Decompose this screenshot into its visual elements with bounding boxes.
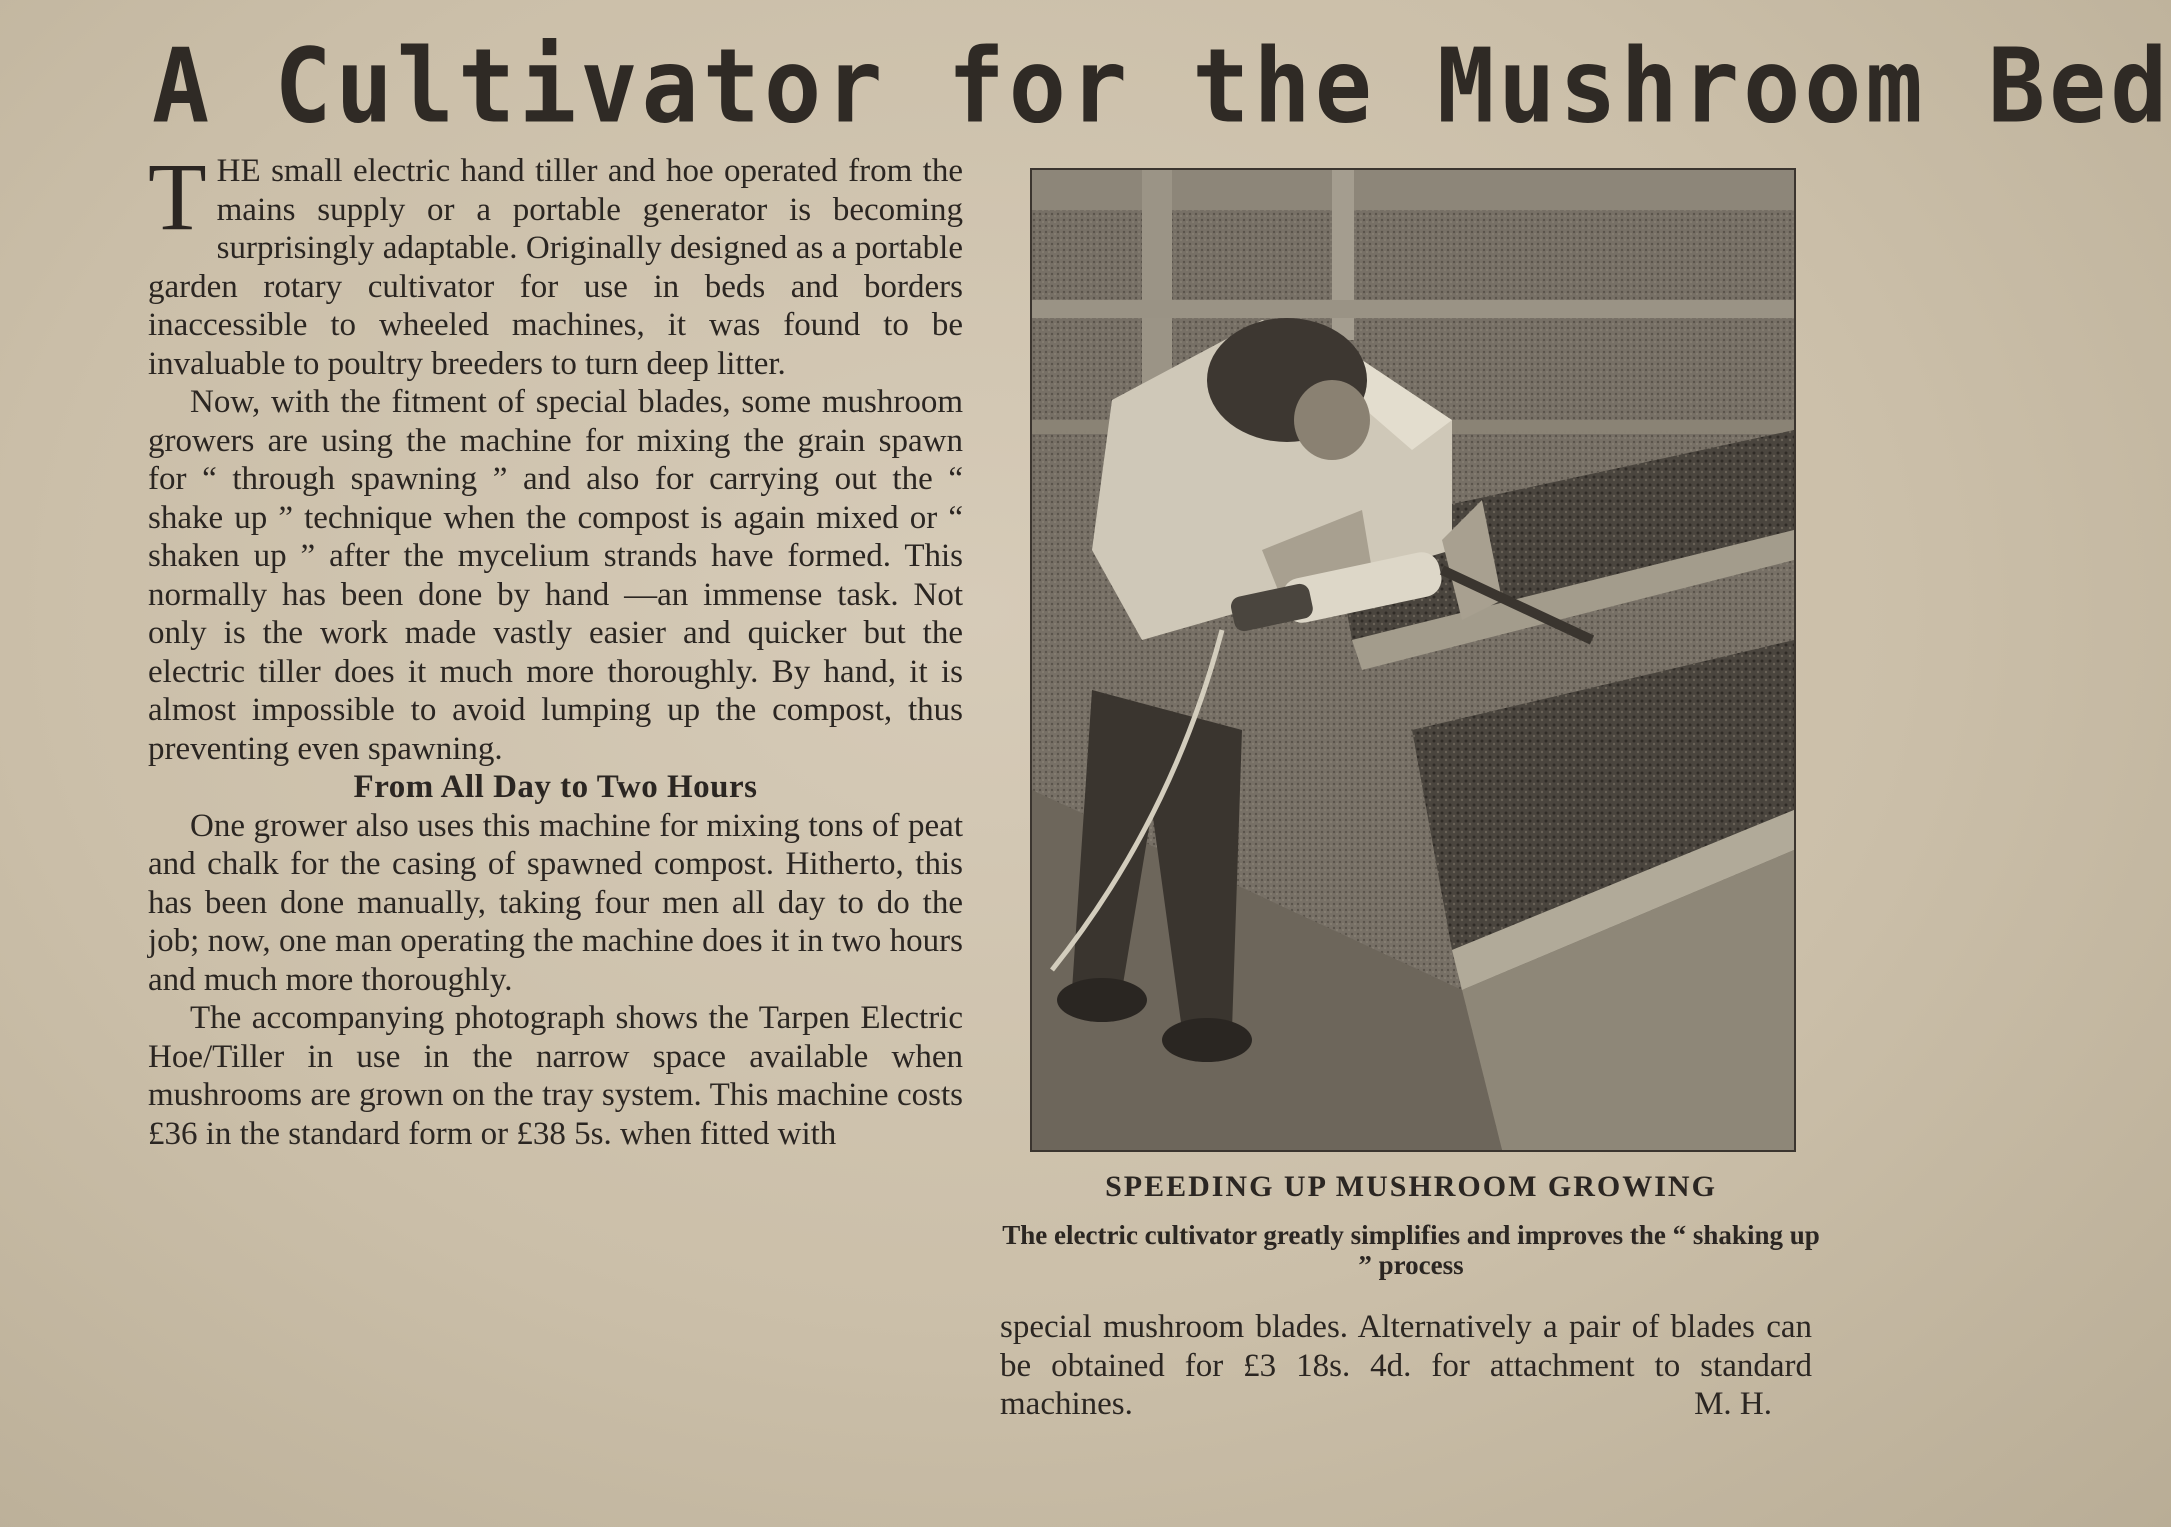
- article-paragraph-2: Now, with the fitment of special blades, some mushroom growers are using the machine for mixing the grain spawn for “ through spawning ” and also for carrying out the “ shake up ” technique when the compost is again mixed or “ shaken up ” after the mycelium strands have formed. This normally has been done by hand —an immense task. Not only is the work made vastly easier and quicker but the electric tiller does it much more thoroughly. By hand, it is almost impossible to avoid lumping up the compost, thus preventing even spawning.: [148, 384, 963, 767]
- drop-cap: T: [148, 143, 207, 250]
- article-paragraph-3: One grower also uses this machine for mixing tons of peat and chalk for the casing of spawned compost. Hitherto, this has been done manually, taking four men all day to do the job; now, one man operating the machine does it in two hours and much more thoroughly.: [148, 807, 963, 998]
- article-paragraph-4-continued: [1000, 1308, 1812, 1424]
- article-photo: [1030, 168, 1796, 1152]
- article-paragraph-4: The accompanying photograph shows the Tarpen Electric Hoe/Tiller in use in the narrow space available when mushrooms are grown on the tray system. This machine costs £36 in the standard form or £38 5s. when fitted with: [148, 1000, 963, 1152]
- article-paragraph-1: [148, 143, 963, 383]
- photo-caption-title: SPEEDING UP MUSHROOM GROWING: [1105, 1170, 1717, 1203]
- article-left-column: [148, 143, 963, 1153]
- photo-caption-body: The electric cultivator greatly simplifies and improves the “ shaking up ” process: [1002, 1220, 1820, 1280]
- paragraph-1-text: HE small electric hand tiller and hoe operated from the mains supply or a portable generator is becoming surprisingly adaptable. Originally designed as a portable garden rotary cultivator for use in beds and borders inaccessible to wheeled machines, it was found to be invaluable to poultry breeders to turn deep litter.: [148, 153, 963, 382]
- article-subheading: From All Day to Two Hours: [353, 769, 758, 805]
- article-headline: A Cultivator for the Mushroom Bed: [152, 27, 2171, 147]
- article-right-column: [1000, 1308, 1812, 1424]
- continued-text: special mushroom blades. Alternatively a pair of blades can be obtained for £3 18s. 4d. for attachment to standard machines.: [1000, 1309, 1812, 1422]
- photo-illustration: [1032, 170, 1794, 1150]
- author-signature: M. H.: [1694, 1386, 1772, 1422]
